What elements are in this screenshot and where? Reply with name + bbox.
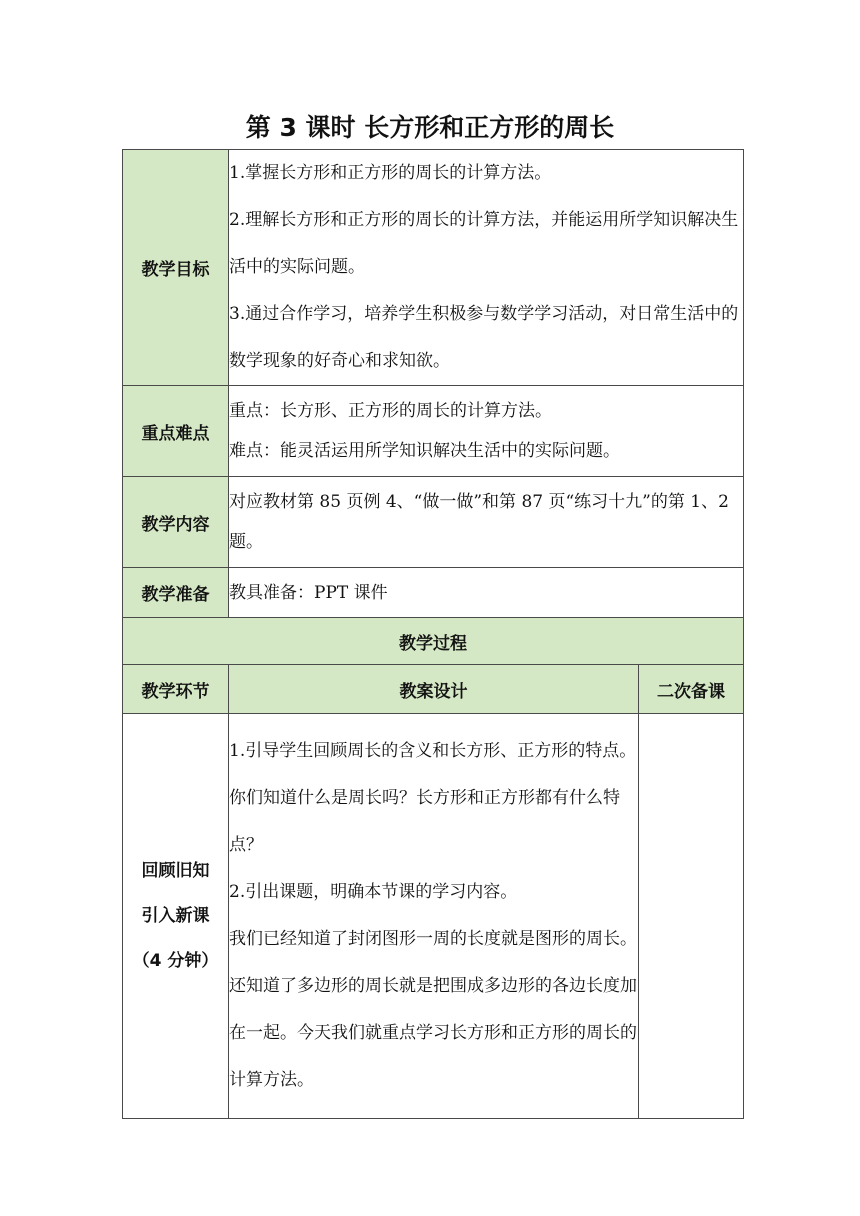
design-paragraph: 2.引出课题，明确本节课的学习内容。 xyxy=(229,882,518,902)
design-paragraph: 我们已经知道了封闭图形一周的长度就是图形的周长。还知道了多边形的周长就是把围成多边形的各边长度加在一起。今天我们就重点学习长方形和正方形的周长的计算方法。 xyxy=(229,929,637,1090)
stage-row xyxy=(123,714,744,1119)
key-points-label: 重点难点 xyxy=(123,386,229,477)
goal-item: 2.理解长方形和正方形的周长的计算方法，并能运用所学知识解决生活中的实际问题。 xyxy=(229,210,739,277)
design-paragraph: 1.引导学生回顾周长的含义和长方形、正方形的特点。 xyxy=(229,741,637,761)
column-header-design: 教案设计 xyxy=(229,665,639,714)
content-row xyxy=(123,477,744,568)
column-header-row xyxy=(123,665,744,714)
goals-content xyxy=(229,150,744,386)
lesson-plan-table xyxy=(122,149,744,1119)
prep-label: 教学准备 xyxy=(123,568,229,618)
content-text: 对应教材第 85 页例 4、“做一做”和第 87 页“练习十九”的第 1、2 题。 xyxy=(229,477,744,568)
goals-label: 教学目标 xyxy=(123,150,229,386)
content-label: 教学内容 xyxy=(123,477,229,568)
key-point-item: 重点：长方形、正方形的周长的计算方法。 xyxy=(229,401,552,421)
column-header-notes: 二次备课 xyxy=(639,665,744,714)
prep-text: 教具准备：PPT 课件 xyxy=(229,568,744,618)
stage-label-line: 回顾旧知 xyxy=(141,860,210,881)
prep-row xyxy=(123,568,744,618)
key-points-content xyxy=(229,386,744,477)
stage-label xyxy=(123,714,229,1119)
goals-row xyxy=(123,150,744,386)
page-title: 第 3 课时 长方形和正方形的周长 xyxy=(245,113,615,142)
process-header-row xyxy=(123,618,744,665)
key-point-item: 难点：能灵活运用所学知识解决生活中的实际问题。 xyxy=(229,441,620,461)
goal-item: 3.通过合作学习，培养学生积极参与数学学习活动，对日常生活中的数学现象的好奇心和求知欲。 xyxy=(229,304,739,371)
goal-item: 1.掌握长方形和正方形的周长的计算方法。 xyxy=(229,163,552,183)
stage-design xyxy=(229,714,639,1119)
process-header: 教学过程 xyxy=(123,618,744,665)
design-paragraph: 你们知道什么是周长吗？长方形和正方形都有什么特点？ xyxy=(229,788,620,855)
stage-notes xyxy=(639,714,744,1119)
column-header-stage: 教学环节 xyxy=(123,665,229,714)
key-points-row xyxy=(123,386,744,477)
stage-label-line: 引入新课 xyxy=(141,905,210,926)
stage-duration: （4 分钟） xyxy=(132,950,219,971)
